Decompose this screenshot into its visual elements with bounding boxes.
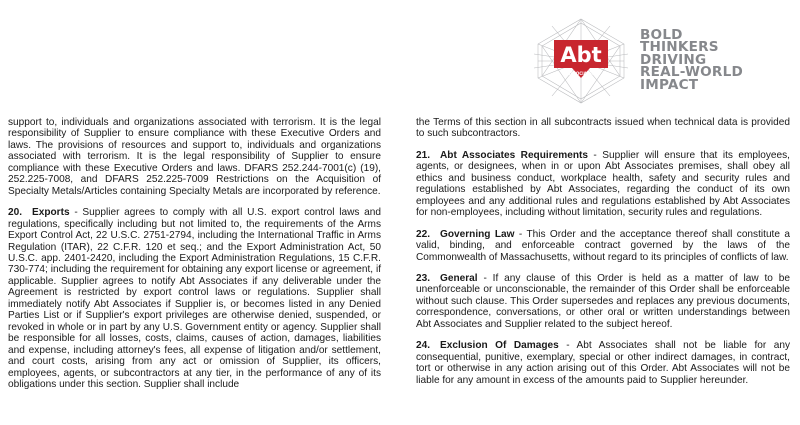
continuation-paragraph: support to, individuals and organizations associated with terrorism. It is the legal responsibility of Supplier to ensure compliance with these Executive Orders and laws. The provisions of resources and support to, individuals and organizations associated with terrorism. It is the legal responsibility of Supplier to ensure compliance with these Executive Orders and laws. DFARS 252.244-7001(c) (19), 252.225-7008, and DFARS 252.225-7009 Restrictions on the Acquisition of Specialty Metals/Articles containing Specialty Metals are incorporated by reference. xyxy=(8,117,381,197)
abt-logo-mark xyxy=(532,18,630,104)
tagline-line: REAL-WORLD xyxy=(640,64,743,81)
abt-associates-logo xyxy=(532,18,794,104)
tagline-line: THINKERS xyxy=(640,39,719,56)
logo-subtitle: ASSOCIATES xyxy=(567,71,595,76)
right-column xyxy=(416,117,790,396)
left-column xyxy=(8,117,381,400)
section-separator: - xyxy=(477,272,493,284)
continuation-paragraph: the Terms of this section in all subcontracts issued when technical data is provided to such subcontractors. xyxy=(416,117,790,140)
section-number: 20. xyxy=(8,207,23,219)
section-body: Abt Associates shall not be liable for any consequential, punitive, exemplary, special or other indirect damages, in contract, tort or otherwise in any action arising out of this Order. Abt Associates will not be liable for any amount in excess of the amounts paid to Supplier hereunder. xyxy=(416,340,791,386)
section-body: If any clause of this Order is held as a matter of law to be unenforceable or unconscionable, the remainder of this Order shall be enforceable without such clause. This Order supersedes and replaces any previous documents, correspondence, conversations, or other oral or written understandings between Abt Associates and Supplier related to the subject hereof. xyxy=(416,272,790,330)
section-title: General xyxy=(440,272,478,284)
section-body: Supplier will ensure that its employees, agents, or designees, when in or upon Abt Associates premises, shall obey all ethics and business conduct, workplace health, safety and security rules and regulations established by Abt Associates, regarding the conduct of its own employees and any additional rules and regulations established by Abt Associates for non-employees, including without limitation, security rules and regulations. xyxy=(416,149,790,219)
section-separator: - xyxy=(514,228,527,240)
tagline-line: DRIVING xyxy=(640,51,707,68)
section-23-general xyxy=(416,273,790,330)
section-24-exclusion-of-damages xyxy=(416,340,790,386)
section-number: 21. xyxy=(416,149,431,161)
section-number: 23. xyxy=(416,272,431,284)
section-number: 22. xyxy=(416,228,431,240)
section-separator: - xyxy=(69,207,83,219)
section-number: 24. xyxy=(416,340,431,352)
section-separator: - xyxy=(558,340,577,352)
tagline-line: IMPACT xyxy=(640,76,699,93)
section-22-governing-law xyxy=(416,229,790,263)
section-21-requirements xyxy=(416,150,790,219)
section-title: Governing Law xyxy=(440,228,515,240)
section-separator: - xyxy=(587,149,603,161)
section-title: Exports xyxy=(32,207,70,219)
logo-wordmark: Abt xyxy=(560,43,602,67)
logo-tagline xyxy=(640,29,743,91)
tagline-line: BOLD xyxy=(640,27,683,43)
section-title: Exclusion Of Damages xyxy=(440,340,559,352)
section-body: This Order and the acceptance thereof shall constitute a valid, binding, and enforceable contract governed by the laws of the Commonwealth of Massachusetts, without regard to its principles of conflicts of law. xyxy=(416,228,790,263)
section-title: Abt Associates Requirements xyxy=(440,149,588,161)
section-body: Supplier agrees to comply with all U.S. export control laws and regulations, specifically including but not limited to, the requirements of the Arms Export Control Act, 22 U.S.C. 2751-2794, including the International Traffic in Arms Regulation (ITAR), 22 C.F.R. 120 et seq.; and the Export Administration Act, 50 U.S.C. app. 2401-2420, including the Export Administration Regulations, 15 C.F.R. 730-774; including the requirement for obtaining any export license or agreement, if applicable. Supplier agrees to notify Abt Associates if any deliverable under the Agreement is restricted by export control laws or regulations. Supplier shall immediately notify Abt Associates if Supplier is, or becomes listed in any Denied Parties List or if Supplier's export privileges are otherwise denied, suspended, or revoked in whole or in part by any U.S. Government entity or agency. Supplier shall be responsible for all losses, costs, claims, causes of action, damages, liabilities and expense, including attorney's fees, all expense of litigation and/or settlement, and court costs, arising from any act or omission of Supplier, its officers, employees, agents, or subcontractors at any tier, in the performance of any of its obligations under this section. Supplier shall include xyxy=(8,207,381,390)
section-20-exports xyxy=(8,207,381,390)
